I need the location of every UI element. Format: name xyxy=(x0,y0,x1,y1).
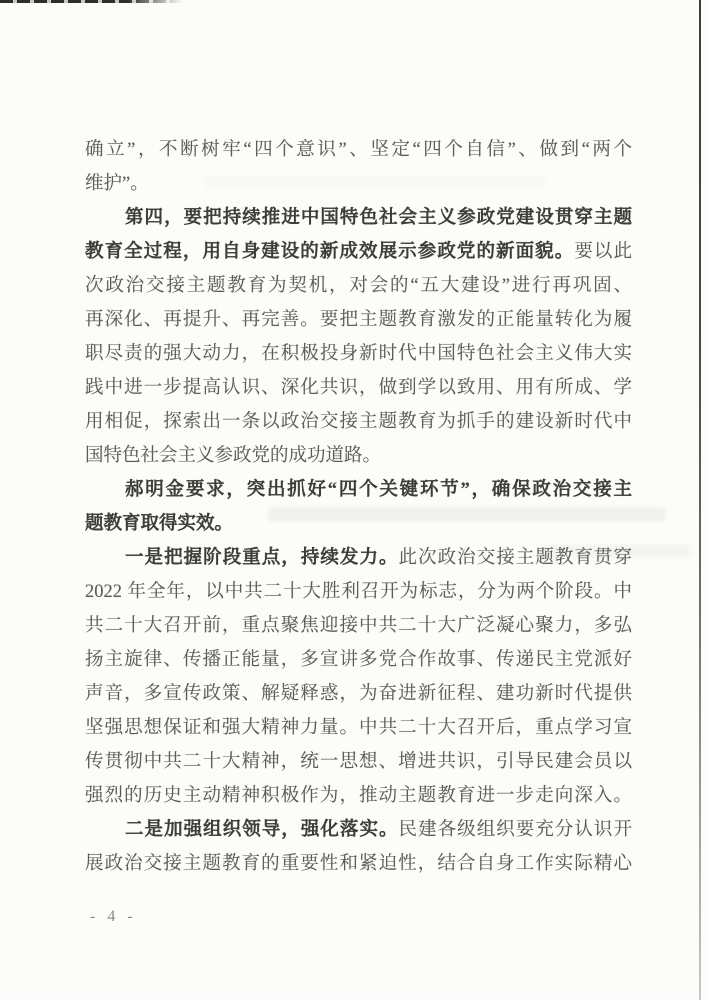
text-line xyxy=(85,235,632,269)
bold-text-segment: 一是把握阶段重点，持续发力。 xyxy=(125,548,399,568)
text-segment: 次政治交接主题教育为契机，对会的“五大建设”进行再巩固、 xyxy=(85,276,632,296)
text-segment: 确立”，不断树牢“四个意识”、坚定“四个自信”、做到“两个 xyxy=(85,140,632,160)
text-line xyxy=(85,201,632,235)
text-line xyxy=(85,847,632,881)
text-line xyxy=(85,575,632,609)
text-segment: 践中进一步提高认识、深化共识，做到学以致用、用有所成、学 xyxy=(85,378,632,398)
bold-text-segment: 题教育取得实效。 xyxy=(85,514,234,534)
text-line xyxy=(85,643,632,677)
text-line xyxy=(85,167,632,201)
text-segment: 坚强思想保证和强大精神力量。中共二十大召开后，重点学习宣 xyxy=(85,718,632,738)
text-line xyxy=(85,779,632,813)
text-line xyxy=(85,745,632,779)
text-line xyxy=(85,507,632,541)
text-line xyxy=(85,813,632,847)
text-line xyxy=(85,303,632,337)
text-segment: 展政治交接主题教育的重要性和紧迫性，结合自身工作实际精心 xyxy=(85,854,632,874)
text-segment: 用相促，探索出一条以政治交接主题教育为抓手的建设新时代中 xyxy=(85,412,632,432)
text-segment: 强烈的历史主动精神积极作为，推动主题教育进一步走向深入。 xyxy=(85,786,632,806)
bold-text-segment: 第四，要把持续推进中国特色社会主义参政党建设贯穿主题 xyxy=(125,208,632,228)
text-segment: 维护”。 xyxy=(85,174,149,194)
text-segment: 声音，多宣传政策、解疑释惑，为奋进新征程、建功新时代提供 xyxy=(85,684,632,704)
text-segment: 国特色社会主义参政党的成功道路。 xyxy=(85,446,382,466)
text-segment: 2022 年全年，以中共二十大胜利召开为标志，分为两个阶段。中 xyxy=(85,582,632,602)
text-line xyxy=(85,133,632,167)
text-segment: 职尽责的强大动力，在积极投身新时代中国特色社会主义伟大实 xyxy=(85,344,632,364)
text-segment: 扬主旋律、传播正能量，多宣讲多党合作故事、传递民主党派好 xyxy=(85,650,632,670)
text-line xyxy=(85,711,632,745)
bold-text-segment: 郝明金要求，突出抓好“四个关键环节”，确保政治交接主 xyxy=(125,480,632,500)
text-line xyxy=(85,269,632,303)
text-segment: 共二十大召开前，重点聚焦迎接中共二十大广泛凝心聚力，多弘 xyxy=(85,616,632,636)
text-line xyxy=(85,541,632,575)
bold-text-segment: 二是加强组织领导，强化落实。 xyxy=(125,820,399,840)
text-line xyxy=(85,405,632,439)
text-segment: 再深化、再提升、再完善。要把主题教育激发的正能量转化为履 xyxy=(85,310,632,330)
scan-artifact-right-edge-line xyxy=(699,0,701,1000)
bold-text-segment: 教育全过程，用自身建设的新成效展示参政党的新面貌。 xyxy=(85,242,575,262)
text-line xyxy=(85,473,632,507)
text-segment: 要以此 xyxy=(574,242,632,262)
text-line xyxy=(85,439,632,473)
document-body-text xyxy=(85,133,632,881)
text-segment: 民建各级组织要充分认识开 xyxy=(398,820,632,840)
scan-artifact-top-edge-line xyxy=(0,0,182,3)
text-line xyxy=(85,371,632,405)
page-number: - 4 - xyxy=(90,908,137,925)
text-segment: 传贯彻中共二十大精神，统一思想、增进共识，引导民建会员以 xyxy=(85,752,632,772)
text-line xyxy=(85,609,632,643)
text-segment: 此次政治交接主题教育贯穿 xyxy=(398,548,632,568)
text-line xyxy=(85,677,632,711)
text-line xyxy=(85,337,632,371)
